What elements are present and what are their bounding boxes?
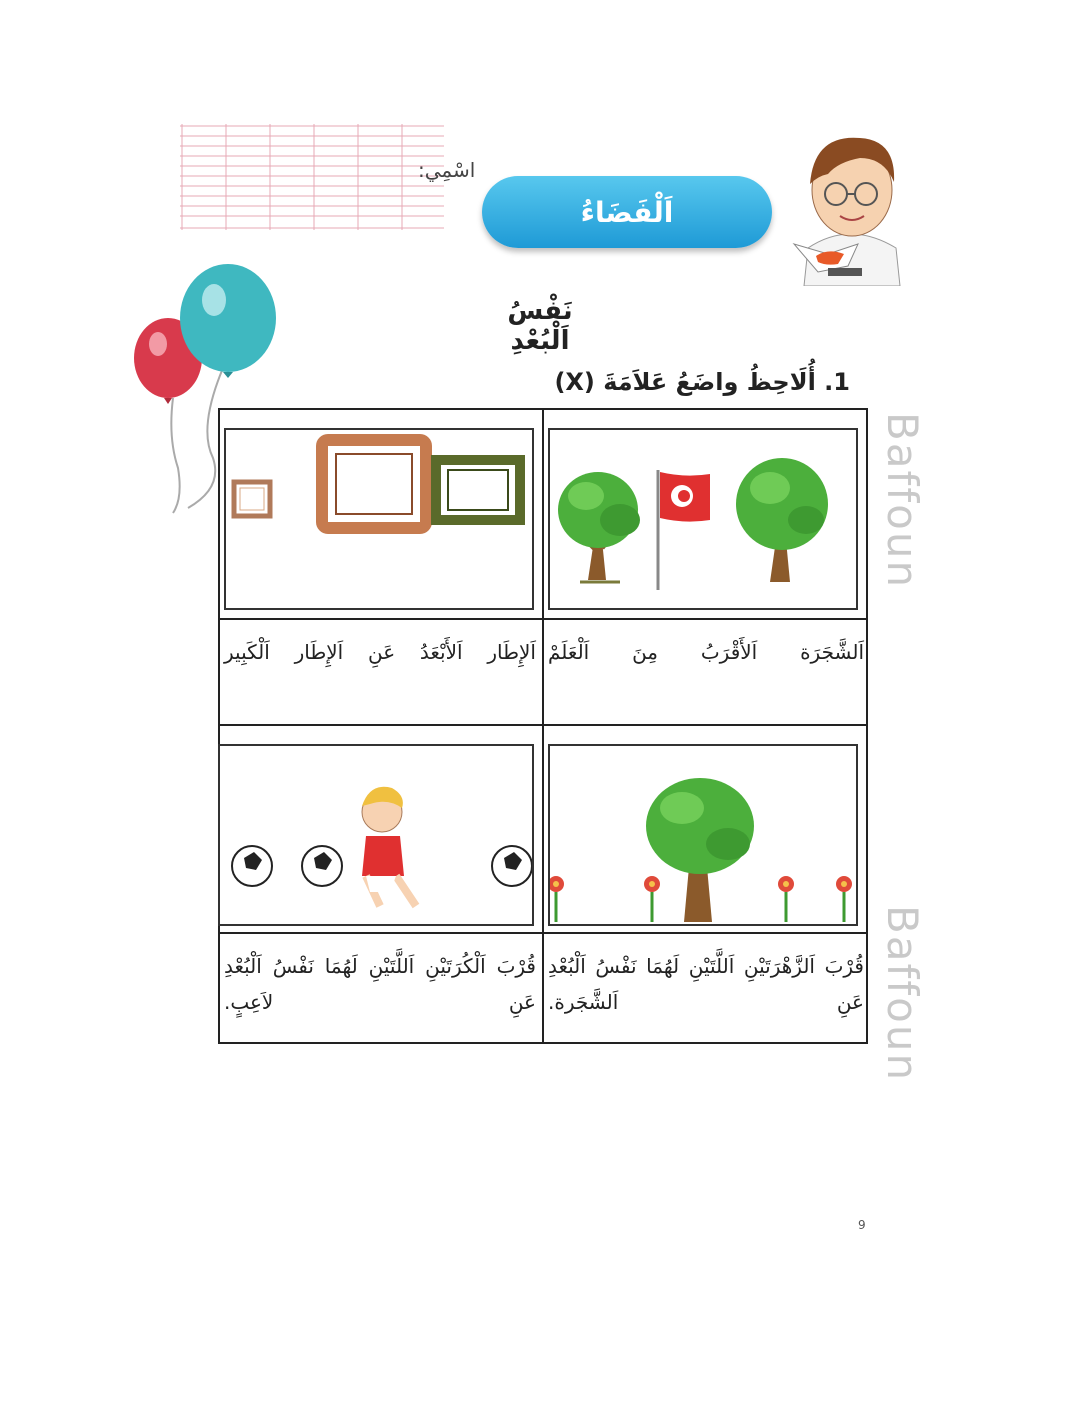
unit-title-badge [482, 176, 772, 248]
tree-and-flowers-picture[interactable] [548, 744, 858, 926]
lesson-subtitle: نَفْسُ اَلْبُعْدِ [507, 296, 573, 356]
trees-and-flag-picture[interactable] [548, 428, 858, 610]
caption-balls-player: قُرْبَ اَلْكُرَتَيْنِ اَللَّتَيْنِ لَهُمَا نَفْسُ اَلْبُعْدِ عَنِ لاَعِبٍ. [224, 954, 536, 1014]
name-label: اسْمِي: [418, 158, 476, 182]
watermark: Baffoun [878, 412, 927, 590]
table-divider [218, 932, 868, 934]
unit-title: اَلْفَضَاءُ [580, 195, 674, 229]
frames-picture[interactable] [224, 428, 534, 610]
name-writing-grid[interactable] [180, 124, 444, 230]
caption-flowers-tree: قُرْبَ اَلزَّهْرَتَيْنِ اَللَّتَيْنِ لَهُمَا نَفْسُ اَلْبُعْدِ عَنِ اَلشَّجَرة. [548, 954, 864, 1014]
page-number: 9 [858, 1218, 866, 1232]
caption-frames: اَلإِطَار اَلأَبْعَدُ عَنِ اَلإِطَار اَلْكَبِير [224, 640, 536, 664]
table-divider [218, 618, 868, 620]
table-divider [542, 408, 544, 1044]
watermark: Baffoun [878, 905, 927, 1083]
caption-trees-flag: اَلشَّجَرَة اَلأَقْرَبُ مِنَ اَلْعَلَمْ [548, 640, 864, 664]
player-and-balls-picture[interactable] [218, 744, 534, 926]
table-divider [218, 724, 868, 726]
exercise-instruction: 1. أُلَاحِظُ واضَعُ عَلاَمَةَ (X) [554, 368, 850, 396]
boy-reading-illustration [788, 128, 912, 286]
